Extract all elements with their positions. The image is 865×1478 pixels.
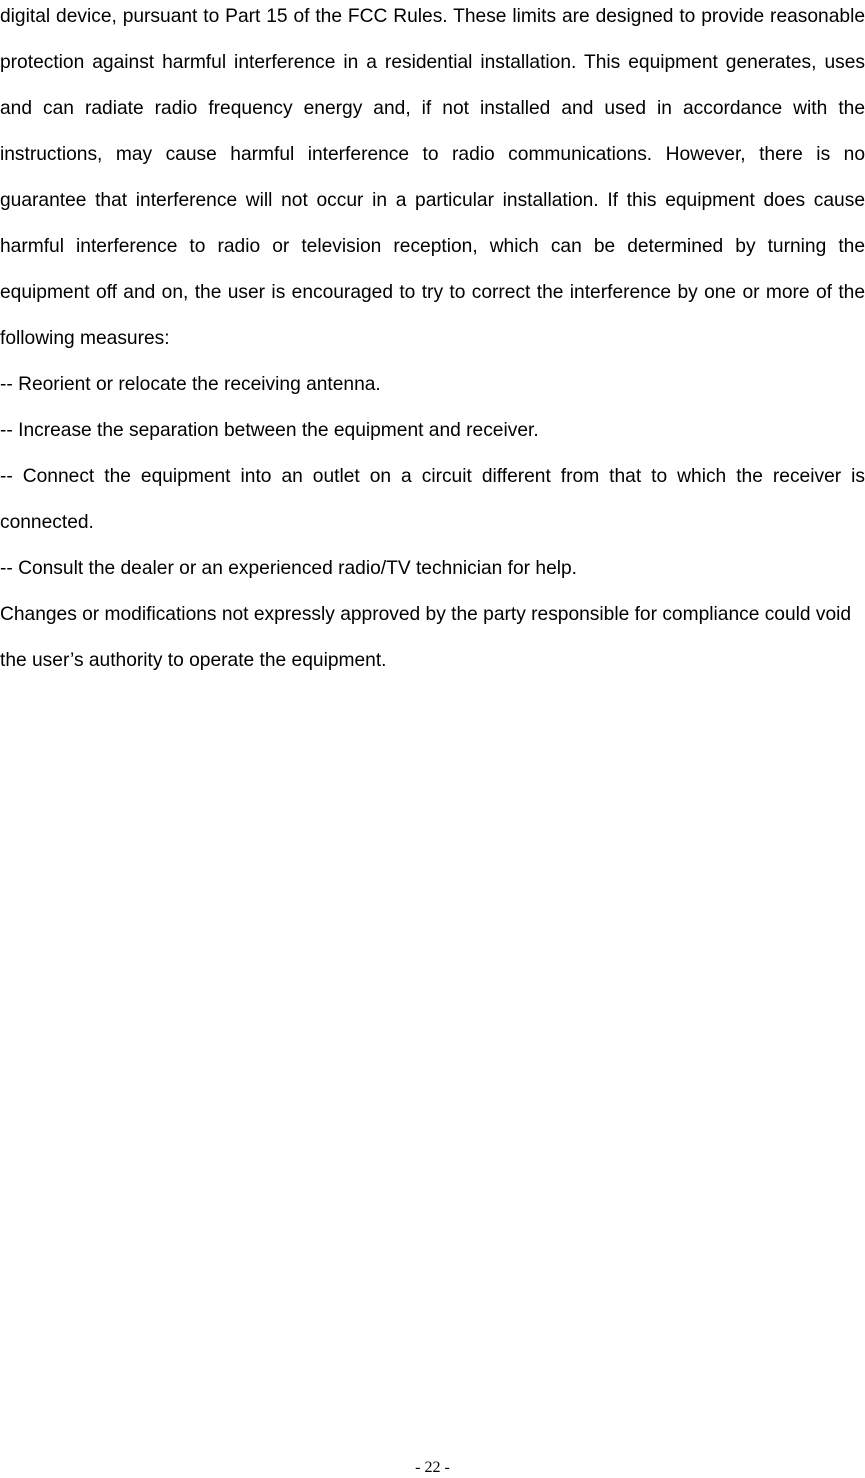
page-number: - 22 - — [415, 1459, 450, 1476]
measure-item: -- Connect the equipment into an outlet on a circuit different from that to which the receiver is connected. — [0, 466, 865, 533]
measure-item: -- Consult the dealer or an experienced radio/TV technician for help. — [0, 558, 578, 579]
measure-item: -- Increase the separation between the equipment and receiver. — [0, 420, 539, 441]
fcc-statement-paragraph: digital device, pursuant to Part 15 of the FCC Rules. These limits are designed to provide reasonable protection against harmful interference in a residential installation. This equipment generates, uses and can radiate radio frequency energy and, if not installed and used in accordance with the instructions, may cause harmful interference to radio communications. However, there is no guarantee that interference will not occur in a particular installation. If this equipment does cause harmful interference to radio or television reception, which can be determined by turning the equipment off and on, the user is encouraged to try to correct the interference by one or more of the following measures: — [0, 6, 865, 349]
changes-warning-paragraph: Changes or modifications not expressly approved by the party responsible for compliance could void the user’s authority to operate the equipment. — [0, 604, 852, 671]
measure-item: -- Reorient or relocate the receiving antenna. — [0, 374, 381, 395]
measures-list — [0, 362, 865, 592]
body-text — [0, 0, 865, 684]
